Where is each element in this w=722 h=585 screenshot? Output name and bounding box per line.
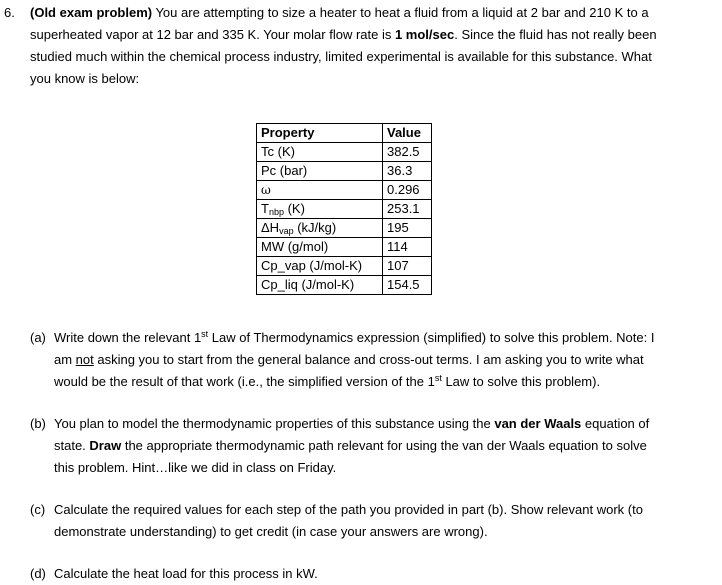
van-der-waals-term: van der Waals <box>494 416 582 431</box>
question-line-4: you know is below: <box>30 71 140 86</box>
table-row <box>257 162 432 181</box>
property-cell <box>257 219 383 238</box>
properties-table <box>256 123 432 295</box>
question-line-3: studied much within the chemical process industry, limited experimental is available for this substance. What <box>30 49 652 64</box>
table-row <box>257 181 432 200</box>
value-cell: 154.5 <box>383 276 432 295</box>
table-row <box>257 257 432 276</box>
part-a-line-2 <box>54 352 644 368</box>
part-a-line-1 <box>54 330 654 346</box>
part-c-line-1: Calculate the required values for each step of the path you provided in part (b). Show relevant work (to <box>54 502 643 517</box>
part-b-line-2-a: state. <box>54 438 90 453</box>
part-c-label: (c) <box>30 502 46 517</box>
part-a-line-2-a: am <box>54 352 76 367</box>
value-cell: 107 <box>383 257 432 276</box>
property-cell: Cp_liq (J/mol-K) <box>257 276 383 295</box>
question-line-2-a: superheated vapor at 12 bar and 335 K. Your molar flow rate is <box>30 27 395 42</box>
property-cell: ω <box>257 181 383 200</box>
table-row <box>257 143 432 162</box>
part-a-line-1-b: Law of Thermodynamics expression (simplified) to solve this problem. Note: I <box>208 330 655 345</box>
ordinal-superscript: st <box>434 373 442 383</box>
value-cell: 253.1 <box>383 200 432 219</box>
table-row <box>257 200 432 219</box>
part-b-line-2-b: the appropriate thermodynamic path relevant for using the van der Waals equation to solve <box>121 438 647 453</box>
part-b-label: (b) <box>30 416 46 431</box>
property-cell: Pc (bar) <box>257 162 383 181</box>
property-cell: Cp_vap (J/mol-K) <box>257 257 383 276</box>
question-line-2 <box>30 27 657 43</box>
property-unit: (K) <box>283 201 305 216</box>
ordinal-superscript: st <box>201 329 209 339</box>
value-cell: 36.3 <box>383 162 432 181</box>
property-cell <box>257 200 383 219</box>
property-unit: (kJ/kg) <box>293 220 337 235</box>
part-a-line-1-a: Write down the relevant 1 <box>54 330 202 345</box>
value-cell: 195 <box>383 219 432 238</box>
part-a-line-3-a: would be the result of that work (i.e., the simplified version of the 1 <box>54 374 435 389</box>
header-property: Property <box>257 124 383 143</box>
value-cell: 0.296 <box>383 181 432 200</box>
property-cell: MW (g/mol) <box>257 238 383 257</box>
table-row <box>257 219 432 238</box>
part-b-line-3: this problem. Hint…like we did in class on Friday. <box>54 460 337 475</box>
property-main: ΔH <box>261 220 280 235</box>
value-cell: 114 <box>383 238 432 257</box>
question-title: (Old exam problem) <box>30 5 153 20</box>
table-row <box>257 238 432 257</box>
underlined-not: not <box>75 352 94 367</box>
part-b-line-1-a: You plan to model the thermodynamic properties of this substance using the <box>54 416 495 431</box>
property-subscript: vap <box>279 226 294 236</box>
part-a-line-2-b: asking you to start from the general balance and cross-out terms. I am asking you to write what <box>93 352 644 367</box>
part-c-line-2: demonstrate understanding) to get credit (in case your answers are wrong). <box>54 524 488 539</box>
value-cell: 382.5 <box>383 143 432 162</box>
part-d-line-1: Calculate the heat load for this process in kW. <box>54 566 318 581</box>
question-line-2-b: . Since the fluid has not really been <box>454 27 657 42</box>
part-a-line-3 <box>54 374 600 390</box>
table-row <box>257 276 432 295</box>
part-b-line-2 <box>54 438 647 454</box>
table-header-row <box>257 124 432 143</box>
property-subscript: nbp <box>268 207 284 217</box>
part-b-line-1-b: equation of <box>581 416 650 431</box>
flow-rate-value: 1 mol/sec <box>394 27 455 42</box>
draw-term: Draw <box>89 438 122 453</box>
part-d-label: (d) <box>30 566 46 581</box>
question-number: 6. <box>4 5 15 20</box>
question-line-1 <box>30 5 649 21</box>
question-line-1-text: You are attempting to size a heater to heat a fluid from a liquid at 2 bar and 210 K to a <box>152 5 649 20</box>
property-cell: Tc (K) <box>257 143 383 162</box>
property-main: T <box>261 201 269 216</box>
part-a-line-3-b: Law to solve this problem). <box>441 374 601 389</box>
part-b-line-1 <box>54 416 649 432</box>
header-value: Value <box>383 124 432 143</box>
part-a-label: (a) <box>30 330 46 345</box>
